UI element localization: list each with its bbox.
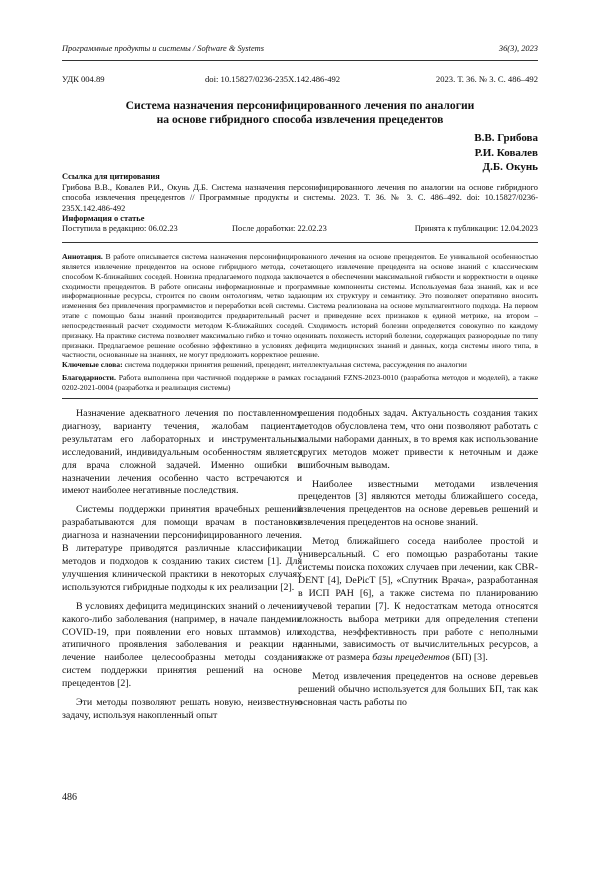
emphasis-text: базы прецедентов	[372, 652, 450, 664]
article-dates	[62, 224, 538, 236]
body-paragraph: Наиболее известными методами извлечения прецедентов [3] являются методы ближайшего соседа, извлечения прецедентов на основе деревьев решений и извлечения прецедентов на основе знаний.	[298, 478, 538, 529]
volume-ref: 2023. Т. 36. № 3. С. 486–492	[435, 74, 538, 84]
keywords	[62, 360, 538, 370]
article-meta	[62, 74, 538, 86]
article-info-heading: Информация о статье	[62, 214, 145, 224]
citation-block	[62, 172, 538, 225]
abstract-block	[62, 252, 538, 393]
body-paragraph: Системы поддержки принятия врачебных решений разрабатываются для помощи врачам в постановке диагноза и назначении персонифицированного лечения. В литературе приводятся различные классификации методов и подходов к созданию таких систем [1]. Для улучшения клинической практики в некоторых случаях используются гибридные подходы к их реализации [2].	[62, 504, 302, 593]
author: Д.Б. Окунь	[482, 161, 538, 173]
received-date: Поступила в редакцию: 06.02.23	[62, 224, 178, 233]
body-column-right	[298, 408, 538, 716]
body-paragraph: Назначение адекватного лечения по поставленному диагнозу, варианту течения, жалобам пациента, результатам его лабораторных и инструментальных исследований, индивидуальным особенностям является для врача сложной задачей. Именно ошибки в назначении лечения особенно часто встречаются и имеют наиболее негативные последствия.	[62, 408, 302, 497]
body-paragraph	[298, 536, 538, 665]
keywords-text: система поддержки принятия решений, прецедент, интеллектуальная система, рассуждения по аналогии	[124, 360, 467, 370]
udc-code: УДК 004.89	[62, 74, 105, 84]
journal-name: Программные продукты и системы / Software & Systems	[62, 44, 264, 53]
article-title	[62, 99, 538, 127]
citation-text: Грибова В.В., Ковалев Р.И., Окунь Д.Б. Система назначения персонифицированного лечения по аналогии на основе гибридного способа извлечения прецедентов // Программные продукты и системы. 2023. Т. 36. № 3. С. 486–492. doi: 10.15827/0236-235X.142.486-492	[62, 182, 538, 213]
keywords-label: Ключевые слова:	[62, 360, 123, 370]
issue-number: 36(3), 2023	[498, 44, 538, 53]
revised-date: После доработки: 22.02.23	[232, 224, 327, 233]
paragraph-text: Метод ближайшего соседа наиболее простой и универсальный. С его помощью разработаны такие системы поиска похожих случаев при лечении, как CBR-DENT [4], DePicT [5], «Спутник Врача», разработанная в ИСП РАН [6], а также система по планированию лучевой терапии [7]. К недостаткам метода относятся сложность выбора метрики для определения степени сходства, неэффективность при работе с неполными данными, зависимость от вычислительных ресурсов, а также от размера	[298, 536, 538, 664]
author-list	[474, 131, 538, 175]
abstract	[62, 252, 538, 360]
body-paragraph: В условиях дефицита медицинских знаний о лечении какого-либо заболевания (например, в начале пандемии COVID-19, при появлении его новых штаммов) или атипичного проявления заболевания и реакции на лечение наиболее целесообразны методы создания систем поддержки принятия решений на основе прецедентов [2].	[62, 600, 302, 690]
accepted-date: Принята к публикации: 12.04.2023	[414, 224, 538, 233]
abstract-label: Аннотация.	[62, 252, 103, 261]
body-paragraph: решения подобных задач. Актуальность создания таких методов обусловлена тем, что они позволяют работать с малыми наборами данных, в то время как использование других методов может привести к неточным и даже ошибочным выводам.	[298, 408, 538, 471]
title-line-2: на основе гибридного способа извлечения прецедентов	[156, 113, 444, 126]
paragraph-text: (БП) [3].	[449, 652, 488, 664]
ack-label: Благодарности.	[62, 373, 116, 383]
running-header	[62, 44, 538, 58]
author: Р.И. Ковалев	[474, 146, 538, 159]
ack-text: Работа выполнена при частичной поддержке в рамках госзаданий FZNS-2023-0010 (разработка методов и моделей), а также 0202-2021-0004 (разработка и реализация системы)	[62, 373, 539, 392]
abstract-text: В работе описывается система назначения персонифицированного лечения на основе прецедентов. Ее уникальной особенностью является извлечение прецедентов на основе гибридного метода, сочетающего извлечение прецедента на основе знаний с классическим способом K-ближайших соседей. Новизна предлагаемого подхода заключается в обеспечении максимальной гибкости и корректности в оценке сходимости прецедентов. В работе описаны информационные и программные компоненты системы. Используемая база знаний, как и все информационные ресурсы, строится по своим онтологиям, четко задающим их структуру и семантику. Это позволяет оперативно вносить изменения без привлечения программистов и переработки всей системы. Система реализована на основе мультиагентного подхода. На первом этапе с помощью базы знаний производится предварительный расчет и приведение всех признаков к единой метрике, на втором – непосредственный расчет сходимости методом K-ближайших соседей. Сходимость историй болезни определяется совокупно по каждому признаку. На практике система позволяет максимально гибко и точно оценивать похожесть историй болезни, содержащих разнородные по типу признаки. Предлагаемое решение особенно эффективно в условиях дефицита медицинских знаний и данных, когда системы иного типа, в частности, основанные на знаниях, не могут предложить корректное решение.	[62, 252, 538, 360]
body-paragraph: Метод извлечения прецедентов на основе деревьев решений обычно используется для больших БП, так как основная часть работы по	[298, 671, 538, 709]
page-number: 486	[62, 792, 77, 803]
doi: doi: 10.15827/0236-235X.142.486-492	[205, 74, 341, 84]
citation-heading: Ссылка для цитирования	[62, 172, 160, 181]
body-column-left	[62, 408, 302, 729]
title-line-1: Система назначения персонифицированного лечения по аналогии	[125, 99, 475, 112]
abstract-rule	[62, 398, 538, 399]
body-paragraph: Эти методы позволяют решать новую, неизвестную задачу, используя накопленный опыт	[62, 697, 302, 721]
author: В.В. Грибова	[474, 132, 538, 144]
dates-rule	[62, 242, 538, 243]
acknowledgements	[62, 373, 538, 393]
header-rule	[62, 60, 538, 61]
